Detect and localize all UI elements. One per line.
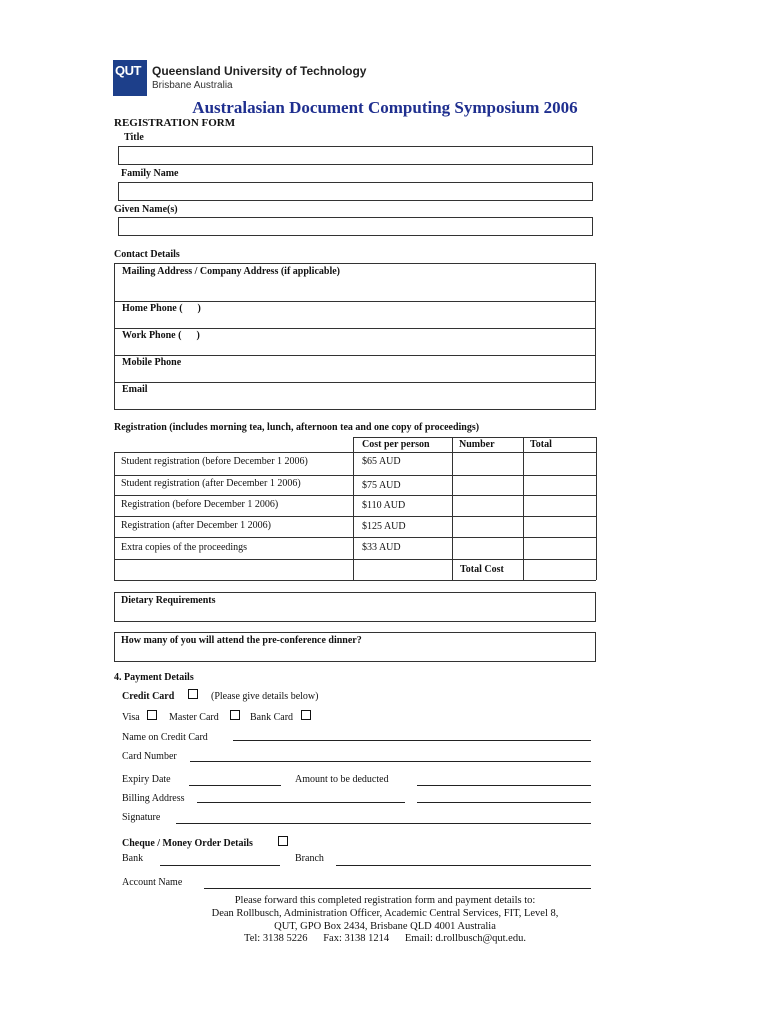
dietary-label: Dietary Requirements	[121, 595, 216, 606]
bank-card-checkbox[interactable]	[301, 710, 311, 720]
footer-line-3: QUT, GPO Box 2434, Brisbane QLD 4001 Australia	[274, 921, 496, 932]
table-row-label: Extra copies of the proceedings	[121, 542, 248, 553]
table-row-cost: $110 AUD	[362, 500, 406, 511]
card-number-label: Card Number	[122, 751, 177, 762]
form-label: REGISTRATION FORM	[114, 117, 236, 129]
billing-address-label: Billing Address	[122, 793, 185, 804]
divider	[114, 301, 596, 302]
card-number-input[interactable]	[190, 761, 591, 762]
table-border	[353, 437, 596, 438]
bank-input[interactable]	[160, 865, 280, 866]
visa-checkbox[interactable]	[147, 710, 157, 720]
col-cost-header: Cost per person	[362, 439, 430, 450]
table-row-label: Student registration (before December 1 2006)	[121, 456, 308, 467]
account-name-label: Account Name	[122, 877, 183, 888]
mobile-phone-field[interactable]: Mobile Phone	[122, 357, 182, 368]
divider	[114, 382, 596, 383]
mailing-address-field[interactable]: Mailing Address / Company Address (if applicable)	[122, 266, 340, 277]
signature-label: Signature	[122, 812, 161, 823]
master-card-label: Master Card	[169, 712, 219, 723]
name-on-card-input[interactable]	[233, 740, 591, 741]
family-name-label: Family Name	[121, 168, 179, 179]
table-row-label: Registration (after December 1 2006)	[121, 520, 271, 531]
registration-heading: Registration (includes morning tea, lunch, afternoon tea and one copy of proceedings)	[114, 422, 480, 433]
table-border	[596, 437, 597, 580]
divider	[114, 328, 596, 329]
divider	[114, 355, 596, 356]
table-row-label: Registration (before December 1 2006)	[121, 499, 279, 510]
cheque-checkbox[interactable]	[278, 836, 288, 846]
visa-label: Visa	[122, 712, 140, 723]
bank-card-label: Bank Card	[250, 712, 294, 723]
page-title: Australasian Document Computing Symposium 2006	[192, 98, 578, 117]
dinner-label: How many of you will attend the pre-conference dinner?	[121, 635, 362, 646]
credit-card-label: Credit Card	[122, 691, 175, 702]
title-input[interactable]	[118, 146, 593, 165]
branch-input[interactable]	[336, 865, 591, 866]
table-border	[114, 580, 596, 581]
table-border	[353, 437, 354, 580]
university-name: Queensland University of Technology	[152, 64, 367, 78]
signature-input[interactable]	[176, 823, 591, 824]
home-phone-field[interactable]: Home Phone ( )	[122, 303, 201, 314]
given-name-label: Given Name(s)	[114, 204, 178, 215]
col-number-header: Number	[459, 439, 495, 450]
table-row-cost: $65 AUD	[362, 456, 401, 467]
master-card-checkbox[interactable]	[230, 710, 240, 720]
given-name-input[interactable]	[118, 217, 593, 236]
family-name-input[interactable]	[118, 182, 593, 201]
col-total-header: Total	[530, 439, 552, 450]
amount-label: Amount to be deducted	[295, 774, 389, 785]
footer-line-1: Please forward this completed registration form and payment details to:	[234, 895, 536, 906]
account-name-input[interactable]	[204, 888, 591, 889]
footer-line-2: Dean Rollbusch, Administration Officer, Academic Central Services, FIT, Level 8,	[211, 908, 559, 919]
billing-address-input-2[interactable]	[417, 802, 591, 803]
bank-label: Bank	[122, 853, 144, 864]
table-row-cost: $125 AUD	[362, 521, 406, 532]
contact-heading: Contact Details	[114, 249, 180, 260]
footer-line-4: Tel: 3138 5226 Fax: 3138 1214 Email: d.rollbusch@qut.edu.	[244, 933, 526, 944]
payment-heading: 4. Payment Details	[114, 672, 194, 683]
qut-logo-mark: QUT	[115, 63, 141, 78]
name-on-card-label: Name on Credit Card	[122, 732, 208, 743]
campus-name: Brisbane Australia	[152, 80, 233, 91]
billing-address-input[interactable]	[197, 802, 405, 803]
amount-input[interactable]	[417, 785, 591, 786]
credit-card-note: (Please give details below)	[211, 691, 319, 702]
table-border	[452, 437, 453, 580]
table-row-cost: $33 AUD	[362, 542, 401, 553]
table-row-cost: $75 AUD	[362, 480, 401, 491]
credit-card-checkbox[interactable]	[188, 689, 198, 699]
branch-label: Branch	[295, 853, 324, 864]
title-label: Title	[124, 132, 144, 143]
email-field[interactable]: Email	[122, 384, 148, 395]
expiry-input[interactable]	[189, 785, 281, 786]
total-cost-label: Total Cost	[460, 564, 504, 575]
expiry-label: Expiry Date	[122, 774, 171, 785]
cheque-label: Cheque / Money Order Details	[122, 838, 253, 849]
table-row-label: Student registration (after December 1 2006)	[121, 478, 301, 489]
table-border	[114, 452, 115, 580]
table-border	[523, 437, 524, 580]
work-phone-field[interactable]: Work Phone ( )	[122, 330, 200, 341]
